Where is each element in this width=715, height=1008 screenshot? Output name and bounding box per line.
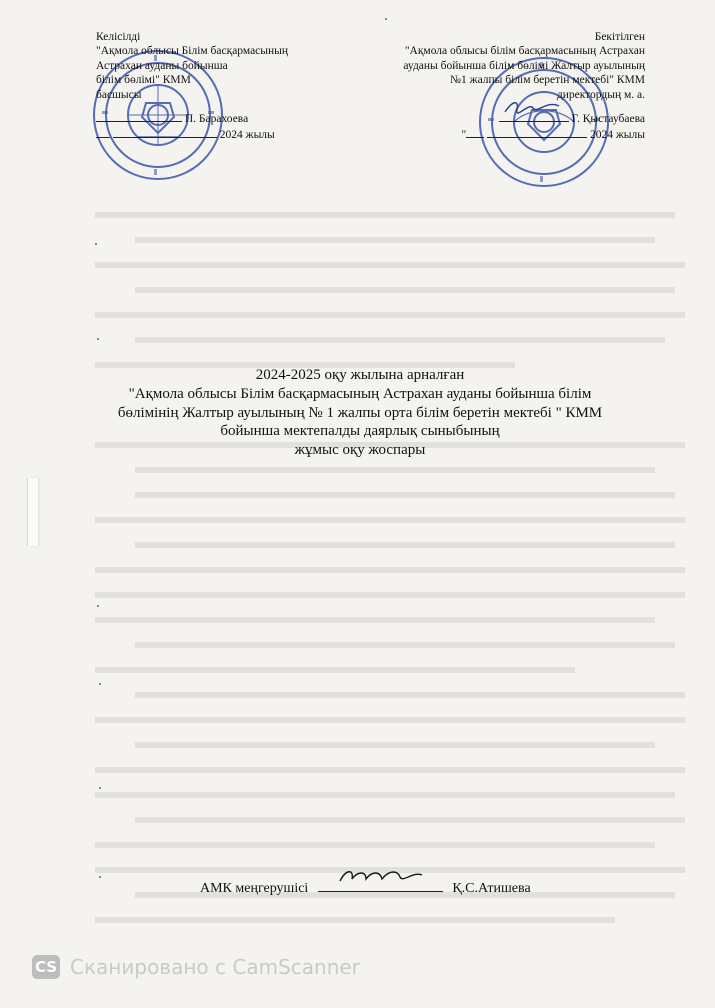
approved-position: директордың м. а. xyxy=(556,88,645,101)
agreed-signature-line xyxy=(96,110,182,122)
agreed-date-day-line xyxy=(96,126,110,138)
bleed-through-texture xyxy=(95,205,685,945)
edge-mark xyxy=(97,338,99,340)
bleed-through-lines xyxy=(95,205,685,945)
amk-handwritten-signature xyxy=(336,865,426,889)
edge-mark xyxy=(99,876,101,878)
title-line-4: бойынша мектепалды даярлық сыныбының xyxy=(220,423,500,440)
edge-mark xyxy=(95,243,97,245)
approved-date-day-line xyxy=(466,126,484,138)
title-line-5: жұмыс оқу жоспары xyxy=(294,442,426,459)
approved-org-line-3: №1 жалпы білім беретін мектебі" КММ xyxy=(450,74,645,87)
approved-date-month-line xyxy=(487,126,587,138)
agreed-org-line-2: Астрахан ауданы бойынша xyxy=(96,59,228,72)
approved-signature-row xyxy=(345,110,645,126)
approved-by-block xyxy=(345,30,645,143)
agreed-position: басшысы xyxy=(96,88,142,101)
amk-name: Қ.С.Атишева xyxy=(452,881,531,896)
camscanner-logo-icon: CS xyxy=(32,955,60,979)
agreed-by-block xyxy=(96,30,346,143)
edge-mark xyxy=(99,787,101,789)
edge-mark xyxy=(97,605,99,607)
camscanner-watermark xyxy=(32,955,360,979)
title-line-2: "Ақмола облысы Білім басқармасының Астрахан ауданы бойынша білім xyxy=(128,385,592,402)
agreed-org-line-1: "Ақмола облысы Білім басқармасының xyxy=(96,45,289,58)
agreed-date-month-line xyxy=(113,126,217,138)
paper-fold xyxy=(27,478,38,546)
agreed-date-row xyxy=(96,126,346,142)
amk-signature-block xyxy=(200,877,531,897)
approved-org-line-1: "Ақмола облысы білім басқармасының Астрахан xyxy=(404,45,645,58)
document-title xyxy=(80,366,640,460)
agreed-org-line-3: білім бөлімі" КММ xyxy=(96,74,191,87)
approved-handwritten-signature xyxy=(503,98,563,118)
amk-role: АМК меңгерушісі xyxy=(200,881,309,896)
amk-signature-line xyxy=(318,877,443,892)
agreed-heading: Келісілді xyxy=(96,31,141,43)
agreed-signature-row xyxy=(96,110,346,126)
title-line-3: бөлімінің Жалтыр ауылының № 1 жалпы орта білім беретін мектебі " КММ xyxy=(117,404,603,421)
agreed-name: П. Барахоева xyxy=(184,113,249,126)
approved-date-year: 2024 жылы xyxy=(589,129,645,142)
camscanner-text: Сканировано с CamScanner xyxy=(70,955,360,979)
approved-date-row xyxy=(345,126,645,142)
approved-name: Г. Қыстаубаева xyxy=(571,113,645,126)
approved-heading: Бекітілген xyxy=(594,31,645,43)
edge-mark xyxy=(385,18,387,20)
title-line-1: 2024-2025 оқу жылына арналған xyxy=(255,367,465,383)
approved-date-quote: " xyxy=(461,129,467,142)
approved-org-line-2: ауданы бойынша білім бөлімі Жалтыр ауылының xyxy=(403,59,645,72)
edge-mark xyxy=(99,683,101,685)
agreed-date-year: 2024 жылы xyxy=(219,129,275,142)
approved-signature-line xyxy=(499,110,569,122)
